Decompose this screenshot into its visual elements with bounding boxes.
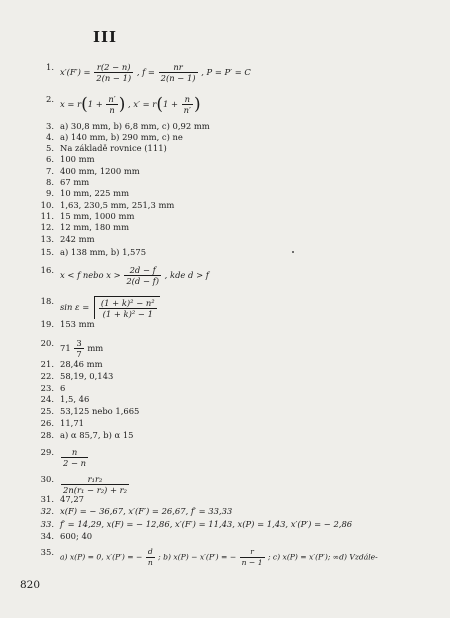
fraction: $\frac{r}{n - 1}$ xyxy=(241,547,263,567)
answer-text: a) 30,8 mm, b) 6,8 mm, c) 0,92 mm xyxy=(60,121,210,131)
answer-text: x = r(1 + $\frac{n'}{n}$ ) , x′ = r(1 + $\frac{n}{n'}$ ) xyxy=(60,94,201,115)
answer-text: 53,125 nebo 1,665 xyxy=(60,406,140,416)
answer-text: x(F) = − 36,67, x′(F′) = 26,67, f′ = 33,33 xyxy=(60,506,233,516)
answer-text: f′ = 14,29, x(F) = − 12,86, x′(F′) = 11,43, x(P) = 1,43, x′(P′) = − 2,86 xyxy=(60,519,353,529)
answer-text: 11,71 xyxy=(60,418,84,428)
answer-text: 58,19, 0,143 xyxy=(60,371,114,381)
answer-text: 47,27 xyxy=(60,494,84,504)
answer-text: 12 mm, 180 mm xyxy=(60,222,130,232)
answer-text: 100 mm xyxy=(60,154,95,164)
fraction: $\frac{3}{7}$ xyxy=(76,338,82,359)
fraction: $\frac{\text{r₁r₂}}{\text{2n(r₁ − r₂) + r₂}}$ xyxy=(63,474,128,495)
fraction: $\frac{nr}{2(n - 1)}$ xyxy=(160,62,196,83)
fraction: $\frac{n'}{n}$ xyxy=(108,94,116,115)
answer-text: 6 xyxy=(60,383,66,393)
section-heading: III xyxy=(93,28,118,46)
answer-text: 1,5, 46 xyxy=(60,394,90,404)
fraction: $\frac{2d - f}{2(d - f)}$ xyxy=(126,265,159,286)
answer-text: a) 140 mm, b) 290 mm, c) ne xyxy=(60,132,183,142)
answer-text: 242 mm xyxy=(60,234,95,244)
answer-text: x < f nebo x > $\frac{2d - f}{2(d - f)}$ , kde d > f xyxy=(60,265,209,286)
answer-text xyxy=(60,474,130,495)
fraction: $\frac{n}{2 - n}$ xyxy=(63,447,87,468)
answer-number: 1. xyxy=(46,62,54,72)
answer-text: x′(F′) = $\frac{r(2 - n)}{2(n - 1)}$ , f = $\frac{nr}{2(n - 1)}$ , P = P′ = C xyxy=(60,62,251,83)
print-speck xyxy=(292,251,294,253)
answer-number: 2. xyxy=(46,94,54,104)
answer-text: Na základě rovnice (111) xyxy=(60,143,167,153)
answer-text: 400 mm, 1200 mm xyxy=(60,166,140,176)
answer-text: 28,46 mm xyxy=(60,359,103,369)
answer-text: a) 138 mm, b) 1,575 xyxy=(60,247,147,257)
fraction: $\frac{r(2 - n)}{2(n - 1)}$ xyxy=(96,62,132,83)
fraction: $\frac{n}{n'}$ xyxy=(183,94,191,115)
page-number: 820 xyxy=(20,579,41,591)
answer-text xyxy=(60,447,89,468)
answer-text: 600; 40 xyxy=(60,531,93,541)
answer-text: a) α 85,7, b) α 15 xyxy=(60,430,134,440)
answer-text: 10 mm, 225 mm xyxy=(60,188,130,198)
answer-text: 67 mm xyxy=(60,177,90,187)
answer-text: 1,63, 230,5 mm, 251,3 mm xyxy=(60,200,175,210)
answer-text: a) x(P) = 0, x′(P′) = − $\frac{d}{n}$ ; b) x(P) − x′(P′) = − $\frac{r}{n - 1}$ ; c) x(P) = x′(P′); ∞d) Vzdále- xyxy=(60,547,378,567)
book-page: III 1. x′(F′) = $\frac{r(2 - n)}{2(n - 1)}$ , f = $\frac{nr}{2(n - 1)}$ , P = P′ = C 2. x = r(1 + $\frac{n'}{n}$ ) , x′ = r(1 + $\frac{n}{n'}$ ) 3. a) 30,8 mm, b) 6,8 mm, c) 0,92 mm 4. a) 140 mm, b) 290 mm, c) ne 5. Na základě rovnice (111) 6. 100 mm 7. 400 mm, 1200 mm 8. 67 mm 9. 10 mm, 225 mm 10. 1,63, 230,5 mm, 251,3 mm 11. 15 mm, 1000 mm 12. 12 mm, 180 mm 13. 242 mm 15. a) 138 mm, b) 1,575 16. x < f nebo x > $\frac{2d - f}{2(d - f)}$ , kde d > f 18. sin ε = $\frac{\text{(1 + k)² − n²}}{\text{(1 + k)² − 1}}$ 19. 153 mm 20. 71 $\frac{3}{7}$ mm 21. 28,46 mm 22. 58,19, 0,143 23. 6 24. 1,5, 46 25. 53,125 nebo 1,665 26. 11,71 28. a) α 85,7, b) α 15 29. $\frac{n}{2 - n}$ 30. $\frac{\text{r₁r₂}}{\text{2n(r₁ − r₂) + r₂}}$ 31. 47,27 32. x(F) = − 36,67, x′(F′) = 26,67, f′ = 33,33 33. f′ = 14,29, x(F) = − 12,86, x′(F′) = 11,43, x(P) = 1,43, x′(P′) = − 2,86 34. 600; 40 35. a) x(P) = 0, x′(P′) = − $\frac{d}{n}$ ; b) x(P) − x′(P′) = − $\frac{r}{n - 1}$ ; c) x(P) = x′(P′); ∞d) Vzdále- 820 xyxy=(20,28,378,591)
answer-text: sin ε = $\frac{\text{(1 + k)² − n²}}{\text{(1 + k)² − 1}}$ xyxy=(60,296,160,319)
answer-text: 71 $\frac{3}{7}$ mm xyxy=(60,338,104,359)
answer-text: 15 mm, 1000 mm xyxy=(60,211,135,221)
fraction: $\frac{d}{n}$ xyxy=(147,547,153,567)
fraction: $\frac{\text{(1 + k)² − n²}}{\text{(1 + k)² − 1}}$ xyxy=(100,298,155,319)
square-root xyxy=(94,296,160,319)
answer-text: 153 mm xyxy=(60,319,95,329)
